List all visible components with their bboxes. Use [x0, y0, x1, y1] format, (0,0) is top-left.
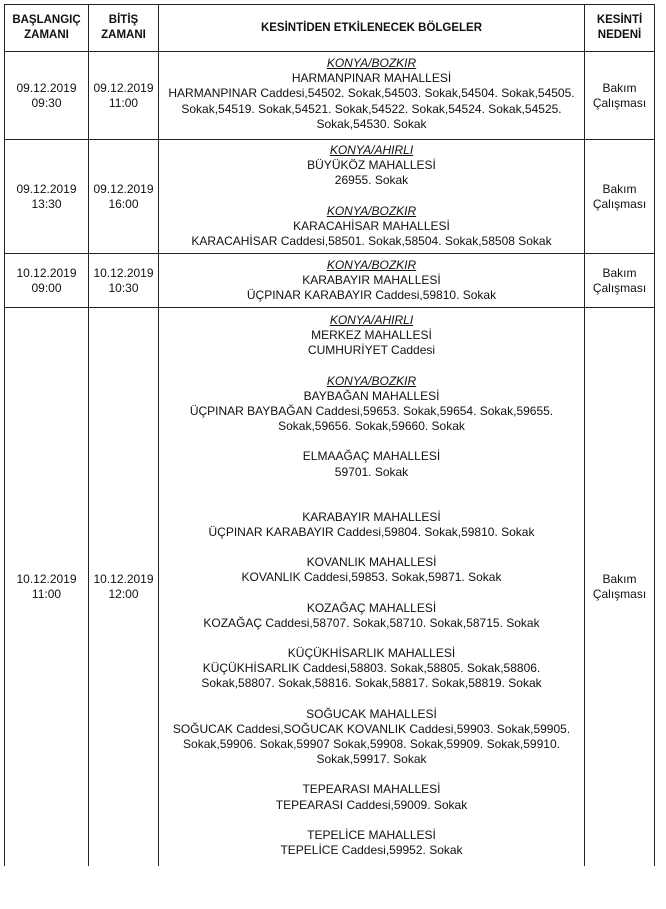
row-1-end-date: 09.12.2019 — [93, 80, 154, 95]
header-start-line2: ZAMANI — [24, 29, 69, 41]
region-line: ÜÇPINAR KARABAYIR Caddesi,59810. Sokak — [246, 288, 497, 303]
row-2-start — [5, 140, 88, 253]
spacer — [159, 434, 584, 449]
header-start-line1: BAŞLANGIÇ — [12, 14, 81, 26]
row-2-end-date: 09.12.2019 — [93, 181, 154, 196]
region-line: ÜÇPINAR KARABAYIR Caddesi,59804. Sokak,59810. Sokak — [208, 525, 535, 540]
row-4-regions — [159, 313, 584, 858]
province-heading: KONYA/AHIRLI — [329, 313, 414, 327]
row-4-start-time: 11:00 — [31, 587, 62, 601]
region-line: TEPELİCE MAHALLESİ — [307, 827, 436, 842]
province-heading: KONYA/BOZKIR — [326, 373, 417, 388]
region-line: Sokak,54530. Sokak — [316, 116, 427, 131]
region-line: MERKEZ MAHALLESİ — [311, 328, 432, 343]
spacer — [159, 586, 584, 601]
row-4-reason — [585, 308, 654, 866]
region-line: SOĞUCAK MAHALLESİ — [306, 706, 437, 721]
row-1-regions — [159, 56, 584, 132]
region-line: KOZAĞAÇ Caddesi,58707. Sokak,58710. Sokak,58715. Sokak — [203, 615, 540, 630]
row-1-reason-line2: Çalışması — [592, 95, 647, 110]
row-1-start-date: 09.12.2019 — [16, 80, 77, 95]
row-3-reason-line1: Bakım — [602, 265, 637, 280]
row-1-start-time: 09:30 — [31, 95, 62, 110]
row-2-reason-line2: Çalışması — [592, 196, 647, 211]
header-regions-label: KESİNTİDEN ETKİLENECEK BÖLGELER — [260, 21, 483, 34]
row-4-reason-line1: Bakım — [602, 572, 637, 586]
region-line: TEPEARASI MAHALLESİ — [302, 782, 441, 797]
header-reason — [585, 5, 654, 51]
spacer — [159, 189, 584, 204]
spacer — [159, 631, 584, 646]
region-line: HARMANPINAR Caddesi,54502. Sokak,54503. Sokak,54504. Sokak,54505. — [168, 86, 575, 101]
row-2-reason — [585, 140, 654, 253]
region-line: BAYBAĞAN MAHALLESİ — [303, 388, 440, 403]
region-line: KARACAHİSAR Caddesi,58501. Sokak,58504. Sokak,58508 Sokak — [191, 234, 552, 249]
spacer — [159, 359, 584, 374]
row-1-end — [89, 52, 158, 139]
row-3-end-time: 10:30 — [108, 280, 139, 295]
row-2-end-time: 16:00 — [108, 196, 139, 211]
region-line: BÜYÜKÖZ MAHALLESİ — [307, 158, 436, 173]
province-heading: KONYA/AHIRLI — [329, 143, 414, 157]
region-line: Sokak,58807. Sokak,58816. Sokak,58817. Sokak,58819. Sokak — [201, 676, 542, 691]
row-3-reason — [585, 254, 654, 307]
header-end-line1: BİTİŞ — [108, 14, 139, 26]
region-line: CUMHURİYET Caddesi — [307, 343, 436, 358]
row-4-end-time: 12:00 — [108, 587, 139, 601]
region-line: KARABAYIR MAHALLESİ — [302, 509, 441, 524]
spacer — [159, 692, 584, 707]
spacer — [159, 540, 584, 555]
row-1-end-time: 11:00 — [108, 95, 139, 110]
region-line: SOĞUCAK Caddesi,SOĞUCAK KOVANLIK Caddesi,59903. Sokak,59905. — [172, 721, 571, 736]
table-border-right — [654, 4, 655, 866]
region-line: KOZAĞAÇ MAHALLESİ — [306, 600, 437, 615]
province-heading: KONYA/BOZKIR — [326, 258, 417, 272]
row-1-reason — [585, 52, 654, 139]
row-2-start-date: 09.12.2019 — [16, 181, 77, 196]
row-3-start-date: 10.12.2019 — [16, 265, 77, 280]
header-reason-line1: KESİNTİ — [596, 14, 643, 26]
row-3-end — [89, 254, 158, 307]
region-line: ÜÇPINAR BAYBAĞAN Caddesi,59653. Sokak,59654. Sokak,59655. — [189, 404, 554, 419]
header-end-line2: ZAMANI — [101, 29, 146, 41]
region-line: Sokak,54519. Sokak,54521. Sokak,54522. Sokak,54524. Sokak,54525. — [181, 101, 562, 116]
region-line: TEPELİCE Caddesi,59952. Sokak — [280, 843, 463, 858]
region-line: KÜÇÜKHİSARLIK MAHALLESİ — [287, 646, 456, 661]
row-1-reason-line1: Bakım — [602, 80, 637, 95]
province-heading: KONYA/BOZKIR — [326, 203, 417, 218]
row-3-start — [5, 254, 88, 307]
row-4-end — [89, 308, 158, 866]
row-3-end-date: 10.12.2019 — [93, 265, 154, 280]
region-line: ELMAAĞAÇ MAHALLESİ — [302, 449, 441, 464]
row-3-start-time: 09:00 — [31, 280, 62, 295]
province-heading: KONYA/BOZKIR — [326, 56, 417, 70]
header-reason-line2: NEDENİ — [597, 29, 642, 41]
row-4-reason-line2: Çalışması — [592, 587, 647, 601]
region-line: HARMANPINAR MAHALLESİ — [291, 71, 452, 86]
region-line: 26955. Sokak — [334, 173, 409, 188]
region-line: Sokak,59917. Sokak — [316, 752, 427, 767]
region-line: KARABAYIR MAHALLESİ — [302, 273, 441, 288]
region-line: KARACAHİSAR MAHALLESİ — [293, 218, 450, 233]
row-4-start-date: 10.12.2019 — [16, 572, 77, 586]
header-regions — [159, 5, 584, 51]
row-4-start — [5, 308, 88, 866]
header-end-time — [89, 5, 158, 51]
region-line: Sokak,59906. Sokak,59907 Sokak,59908. Sokak,59909. Sokak,59910. — [183, 737, 560, 752]
region-line: KOVANLIK Caddesi,59853. Sokak,59871. Sokak — [241, 570, 502, 585]
spacer — [159, 480, 584, 495]
region-line: Sokak,59656. Sokak,59660. Sokak — [278, 419, 465, 434]
row-2-end — [89, 140, 158, 253]
row-2-regions — [159, 143, 584, 249]
region-line: KOVANLIK MAHALLESİ — [306, 555, 437, 570]
row-4-end-date: 10.12.2019 — [93, 572, 154, 586]
region-line: 59701. Sokak — [334, 464, 409, 479]
spacer — [159, 495, 584, 510]
row-3-regions — [159, 258, 584, 304]
spacer — [159, 767, 584, 782]
region-line: KÜÇÜKHİSARLIK Caddesi,58803. Sokak,58805. Sokak,58806. — [202, 661, 541, 676]
region-line: TEPEARASI Caddesi,59009. Sokak — [275, 797, 468, 812]
row-3-reason-line2: Çalışması — [592, 280, 647, 295]
row-2-start-time: 13:30 — [31, 196, 62, 211]
spacer — [159, 813, 584, 828]
row-2-reason-line1: Bakım — [602, 181, 637, 196]
row-1-start — [5, 52, 88, 139]
header-start-time — [5, 5, 88, 51]
